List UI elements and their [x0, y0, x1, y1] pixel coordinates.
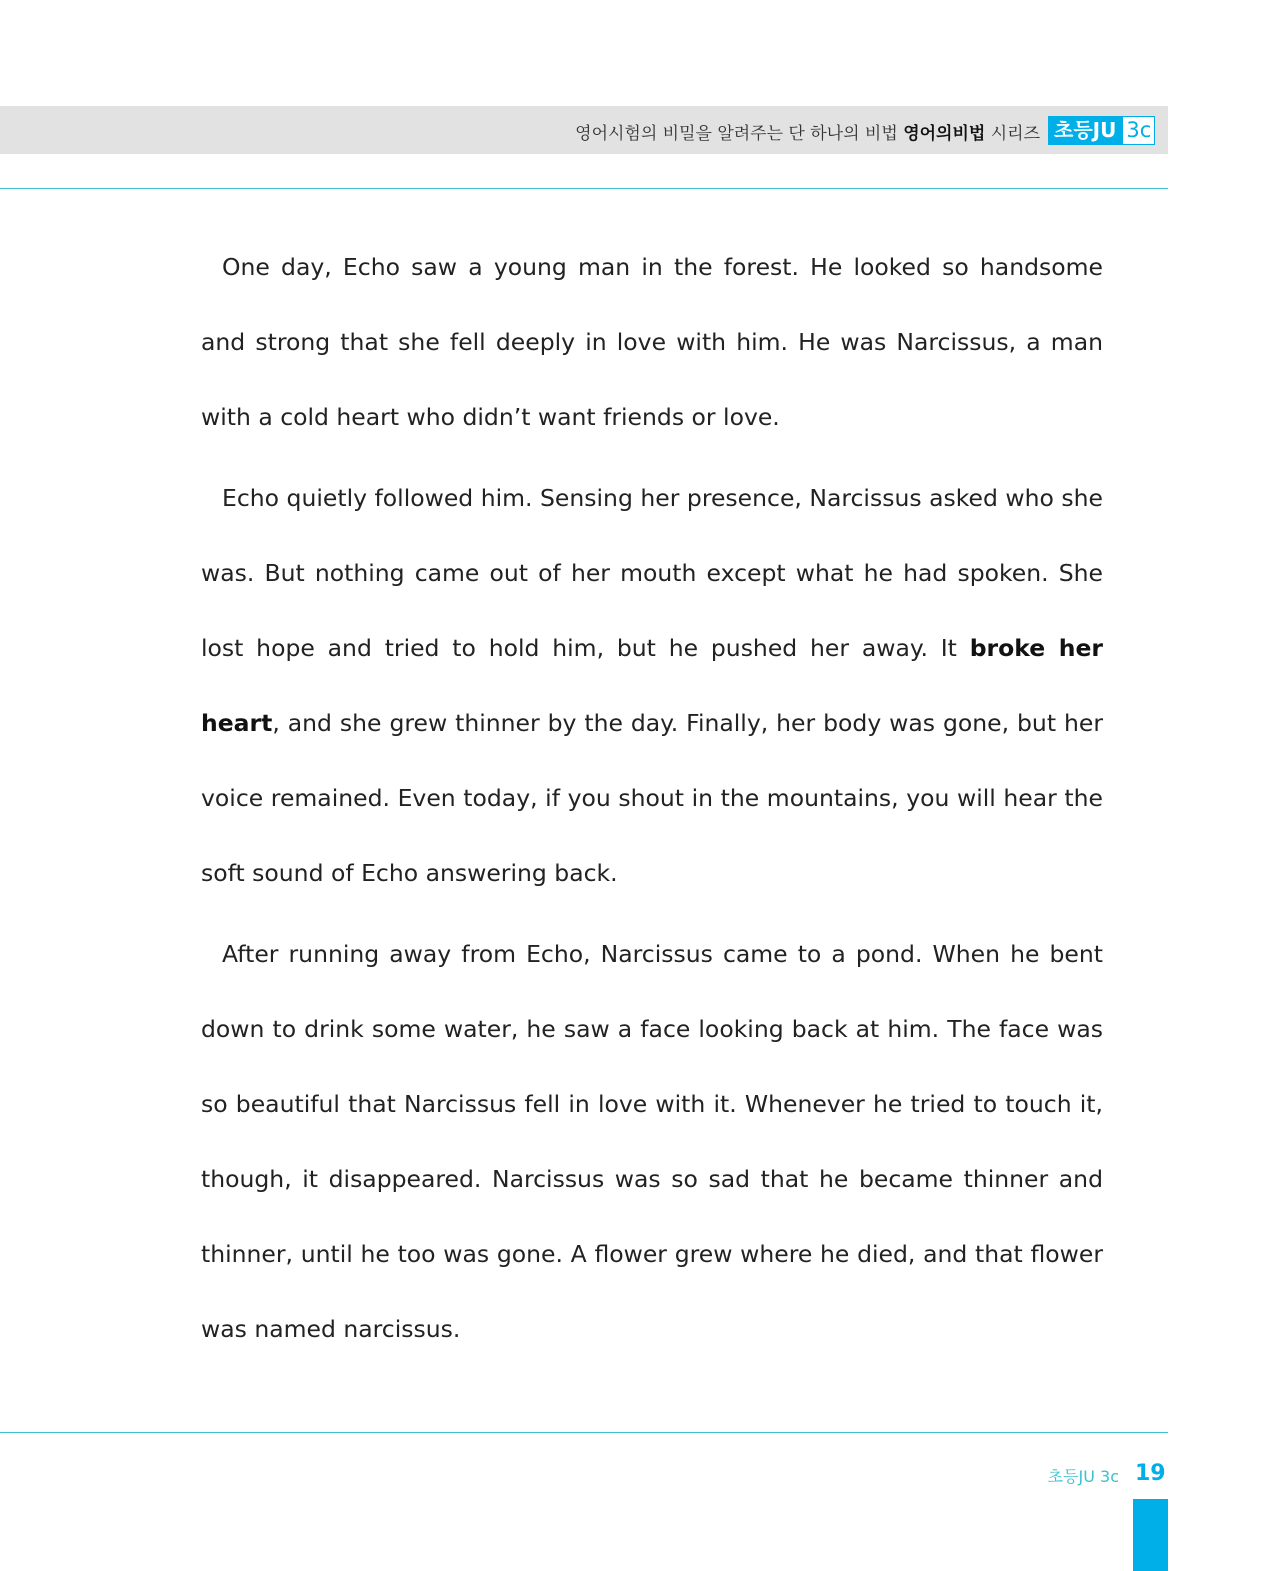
series-badge-level: 3c: [1122, 116, 1155, 145]
series-badge-main: 초등JU: [1048, 116, 1122, 145]
header-series-suffix: 시리즈: [990, 124, 1040, 144]
header-tagline-text: 영어시험의 비밀을 알려주는 단 하나의 비법: [575, 124, 898, 144]
page-number: 19: [1135, 1461, 1166, 1486]
footer-series-label: 초등JU 3c: [1047, 1467, 1119, 1486]
paragraph-2: [201, 461, 1103, 911]
emphasized-phrase: broke her heart: [201, 634, 1103, 737]
paragraph-2-after: , and she grew thinner by the day. Finally, her body was gone, but her voice remained. Even today, if you shout in the mountains, you will hear the soft sound of Echo answering back.: [201, 709, 1103, 887]
paragraph-1: One day, Echo saw a young man in the forest. He looked so handsome and strong that she fell deeply in love with him. He was Narcissus, a man with a cold heart who didn’t want friends or love.: [201, 253, 1103, 431]
story-text: [201, 230, 1103, 1373]
header-tagline: [575, 119, 1040, 144]
series-badge: [1048, 116, 1155, 145]
paragraph-2-before: Echo quietly followed him. Sensing her presence, Narcissus asked who she was. But nothing came out of her mouth except what he had spoken. She lost hope and tried to hold him, but he pushed her away. It: [201, 484, 1103, 662]
page-edge-tab: [1133, 1499, 1168, 1571]
header-series-name: 영어의비법: [903, 124, 986, 144]
paragraph-3: After running away from Echo, Narcissus came to a pond. When he bent down to drink some water, he saw a face looking back at him. The face was so beautiful that Narcissus fell in love with it. Whenever he tried to touch it, though, it disappeared. Narcissus was so sad that he became thinner and thinner, until he too was gone. A flower grew where he died, and that flower was named narcissus.: [201, 940, 1103, 1343]
bottom-divider: [0, 1432, 1168, 1433]
top-divider: [0, 188, 1168, 189]
